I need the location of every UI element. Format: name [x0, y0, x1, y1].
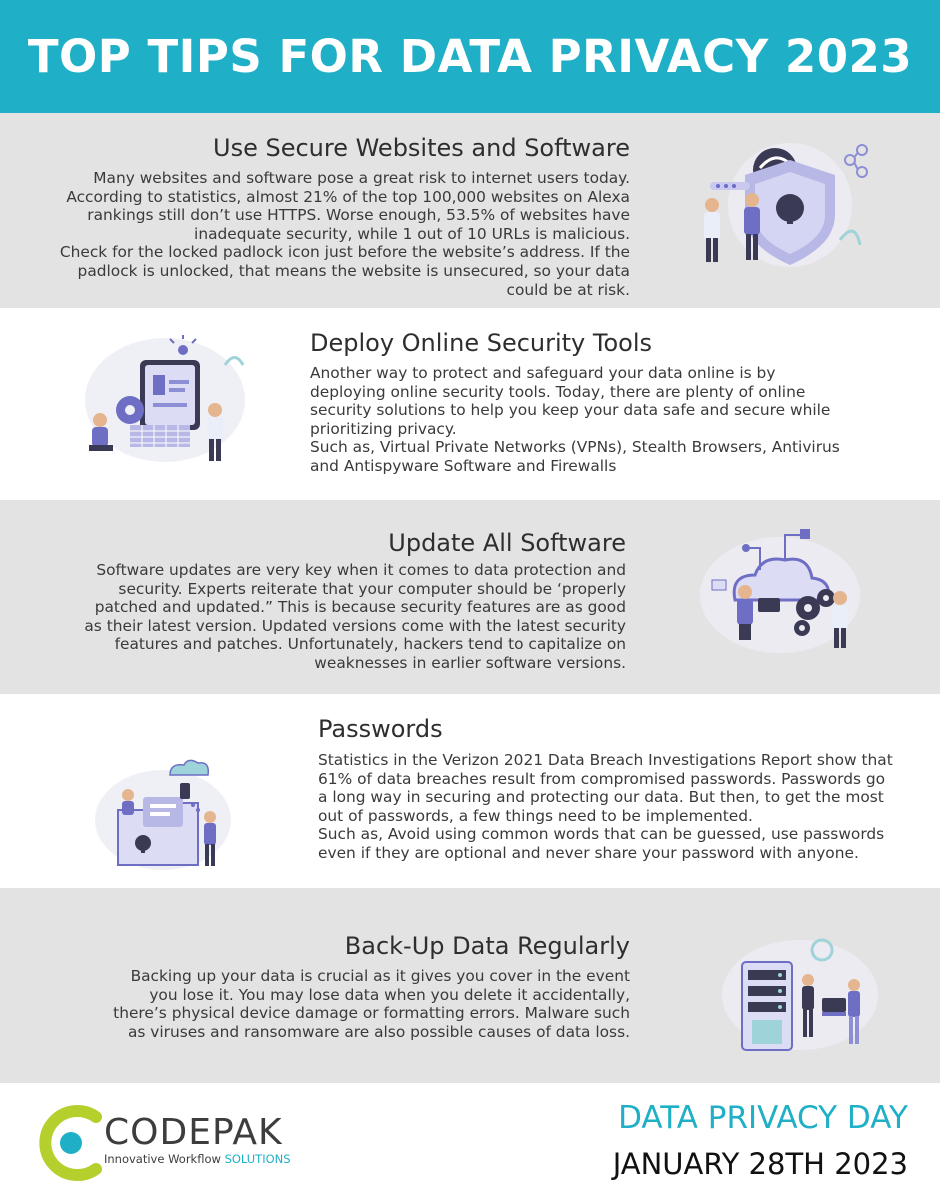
body-line: Check for the locked padlock icon just before the website’s address. If the [59, 243, 630, 262]
brand-tagline-accent: SOLUTIONS [224, 1152, 291, 1166]
body-line: out of passwords, a few things need to be implemented. [318, 806, 753, 825]
section-title: Back-Up Data Regularly [344, 932, 630, 960]
page-header [0, 0, 940, 113]
body-line: According to statistics, almost 21% of the top 100,000 websites on Alexa [66, 187, 630, 206]
body-line: weaknesses in earlier software versions. [314, 653, 626, 672]
body-line: security solutions to help you keep your data safe and secure while [310, 401, 831, 420]
body-line: inadequate security, while 1 out of 10 URLs is malicious. [194, 224, 630, 243]
cloud-gears-illustration [690, 520, 870, 660]
body-line: Statistics in the Verizon 2021 Data Breach Investigations Report show that [318, 751, 893, 769]
section-title: Update All Software [388, 529, 626, 557]
event-date: JANUARY 28TH 2023 [612, 1147, 908, 1181]
body-line: as viruses and ransomware are also possible causes of data loss. [127, 1022, 630, 1041]
body-line: Such as, Avoid using common words that can be guessed, use passwords [318, 825, 885, 844]
body-line: patched and updated.” This is because security features are as good [94, 598, 626, 617]
body-line: Another way to protect and safeguard your data online is by [310, 364, 776, 382]
body-line: even if they are optional and never share your password with anyone. [318, 843, 859, 862]
password-folder-illustration [88, 755, 238, 875]
body-line: rankings still don’t use HTTPS. Worse enough, 53.5% of websites have [87, 206, 630, 225]
section-title: Use Secure Websites and Software [213, 134, 630, 162]
codepak-logo [34, 1101, 106, 1185]
section-body [70, 967, 630, 1041]
body-line: features and patches. Unfortunately, hackers tend to capitalize on [114, 635, 626, 654]
brand-tagline [104, 1152, 291, 1166]
body-line: a long way in securing and protecting our data. But then, to get the most [318, 788, 884, 807]
body-line: deploying online security tools. Today, there are plenty of online [310, 382, 806, 401]
section-body [30, 169, 630, 299]
shield-padlock-illustration [690, 130, 890, 280]
body-line: Backing up your data is crucial as it gives you cover in the event [130, 967, 630, 985]
body-line: as their latest version. Updated versions come with the latest security [84, 616, 626, 635]
section-title: Deploy Online Security Tools [310, 329, 653, 357]
server-backup-illustration [712, 930, 887, 1060]
section-body [318, 751, 928, 863]
brand-name: CODEPAK [104, 1112, 283, 1153]
body-line: could be at risk. [506, 280, 630, 299]
event-name: DATA PRIVACY DAY [618, 1100, 908, 1136]
body-line: Such as, Virtual Private Networks (VPNs), Stealth Browsers, Antivirus [310, 438, 840, 457]
section-body [310, 364, 910, 476]
body-line: and Antispyware Software and Firewalls [310, 456, 617, 475]
body-line: 61% of data breaches result from compromised passwords. Passwords go [318, 769, 886, 788]
security-tools-illustration [75, 325, 255, 470]
body-line: prioritizing privacy. [310, 419, 457, 438]
section-body [26, 561, 626, 673]
section-title: Passwords [318, 715, 443, 743]
body-line: security. Experts reiterate that your computer should be ‘properly [118, 579, 626, 598]
page-title: TOP TIPS FOR DATA PRIVACY 2023 [27, 30, 913, 83]
body-line: Software updates are very key when it comes to data protection and [96, 561, 626, 579]
brand-tagline-text: Innovative Workflow [104, 1152, 221, 1166]
body-line: there’s physical device damage or formatting errors. Malware such [113, 1004, 630, 1023]
body-line: padlock is unlocked, that means the website is unsecured, so your data [77, 261, 630, 280]
body-line: Many websites and software pose a great risk to internet users today. [93, 169, 630, 187]
body-line: you lose it. You may lose data when you delete it accidentally, [149, 985, 630, 1004]
